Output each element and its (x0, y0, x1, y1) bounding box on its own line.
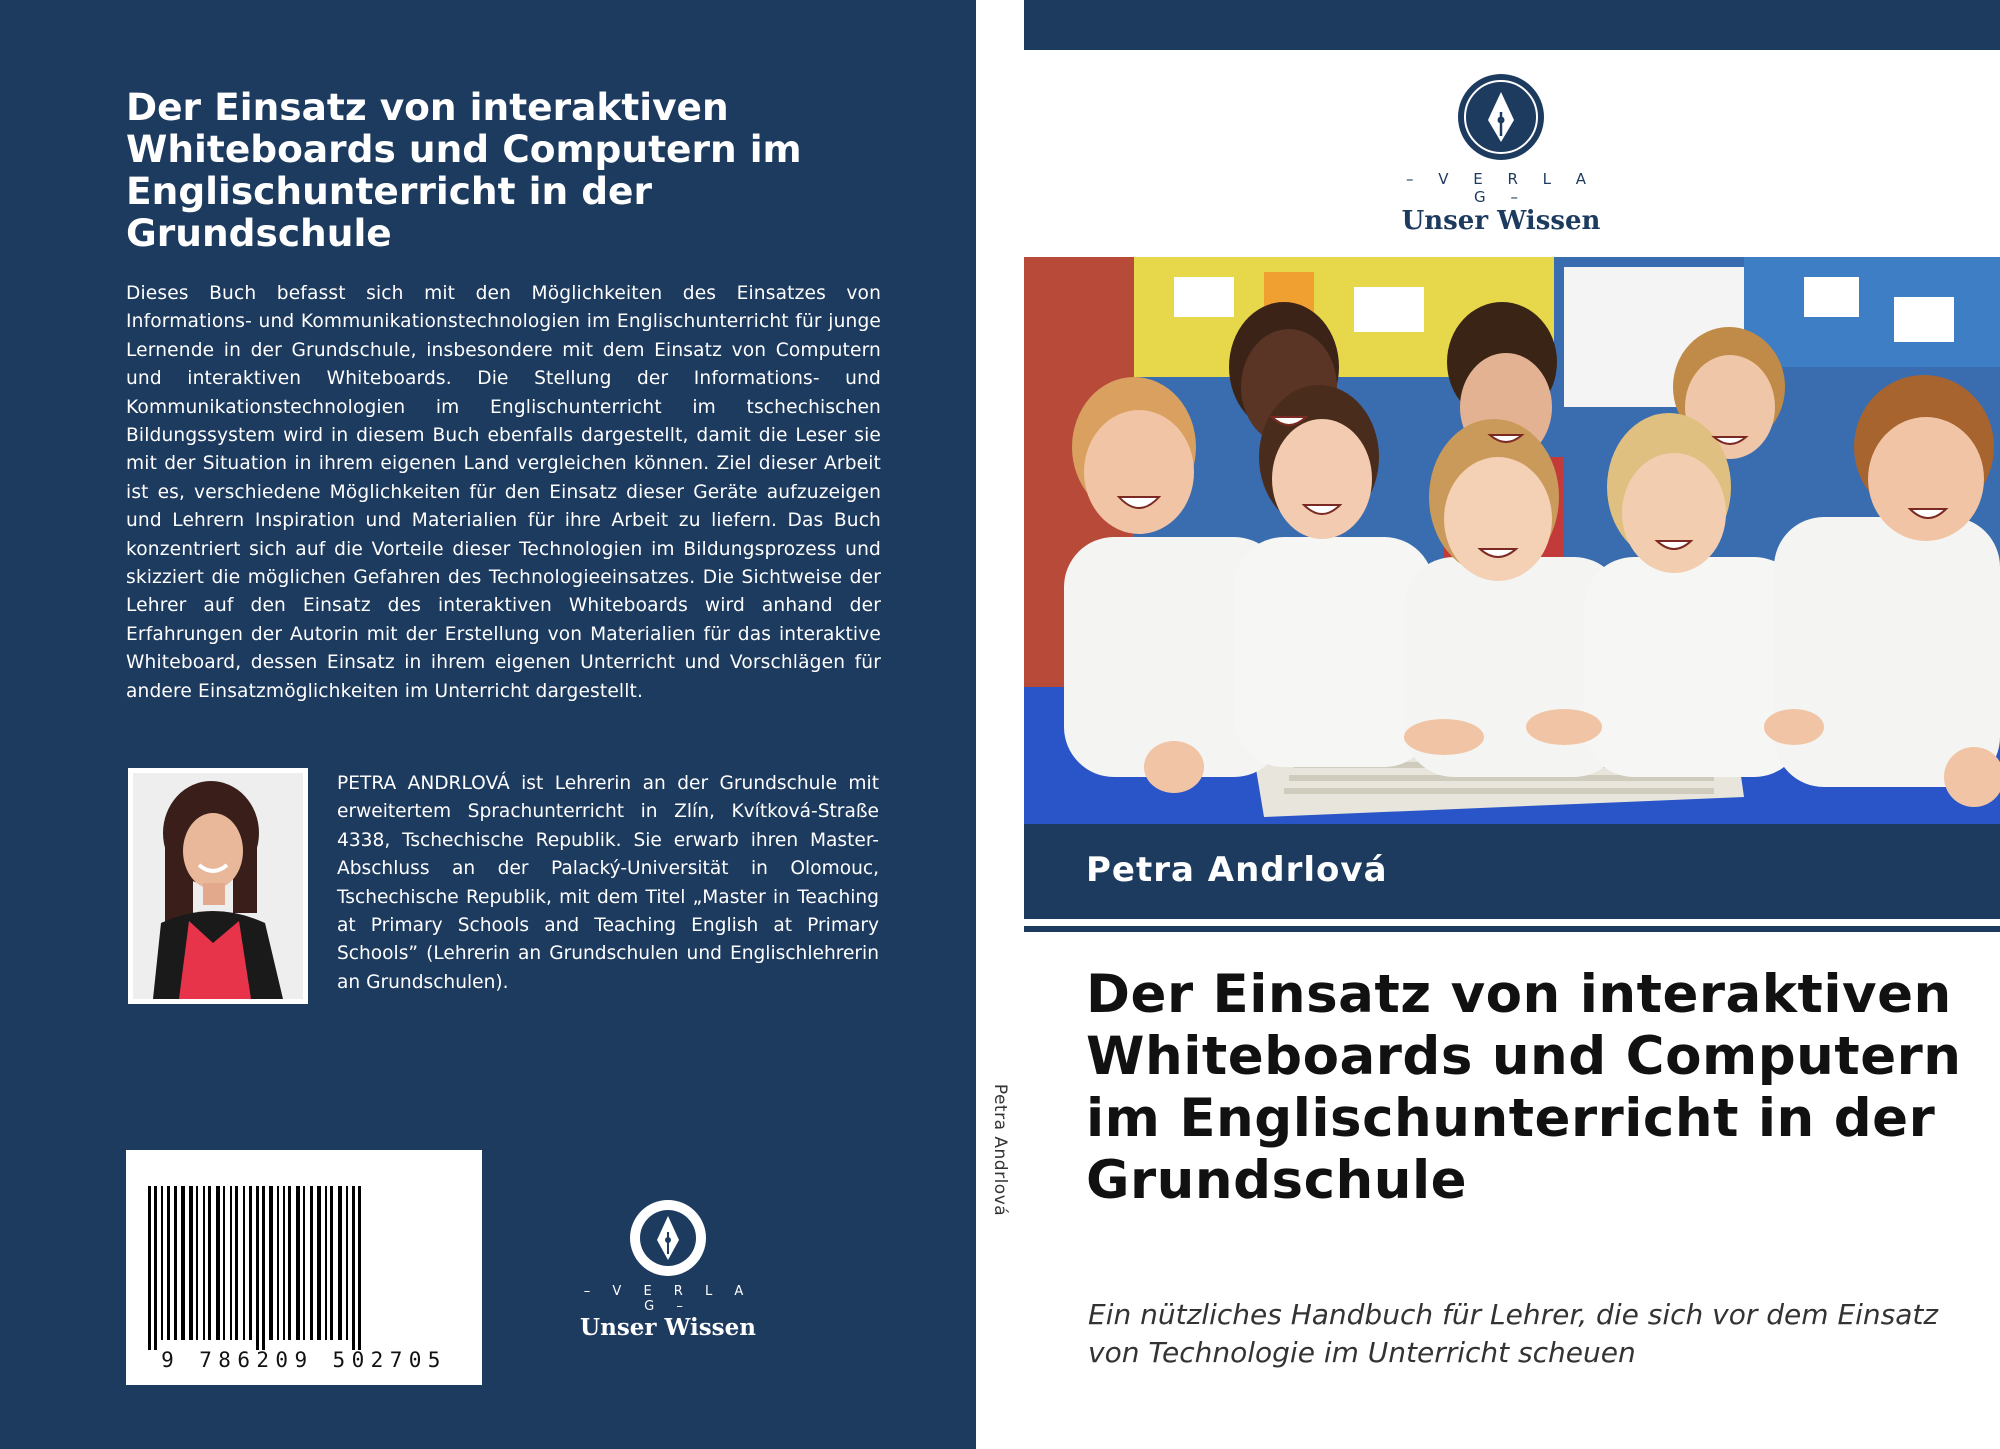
barcode-bar (154, 1186, 157, 1350)
barcode-bar (167, 1186, 170, 1340)
pen-nib-icon (628, 1198, 708, 1278)
isbn-digits: 9 786209 502705 (161, 1348, 447, 1372)
isbn-barcode (126, 1150, 482, 1385)
spine-author: Petra Andrlová (990, 1083, 1010, 1217)
back-cover-title: Der Einsatz von interaktiven Whiteboards und Computern im Englischunterricht in der Grundschule (126, 85, 802, 255)
front-publisher-logo (1396, 72, 1606, 236)
front-cover-subtitle: Ein nützliches Handbuch für Lehrer, die sich vor dem Einsatz von Technologie im Unterricht scheuen (1088, 1298, 1939, 1369)
barcode-bar (283, 1186, 285, 1340)
logo-verlag-text: – V E R L A G – (1405, 170, 1597, 206)
author-bio: PETRA ANDRLOVÁ ist Lehrerin an der Grundschule mit erweitertem Sprachunterricht in Zlín, Kvítková-Straße 4338, Tschechische Republik. Sie erwarb ihren Master-Abschluss an der Palacký-Universität in Olomouc, Tschechische Republik, mit dem Titel „Master in Teaching at Primary Schools and Teaching English at Primary Schools” (Lehrerin an Grundschulen und Englischlehrerin an Grundschulen). (337, 773, 879, 993)
barcode-bar (269, 1186, 273, 1340)
logo-name-text: Unser Wissen (580, 1314, 756, 1341)
back-publisher-logo (578, 1198, 758, 1341)
logo-verlag-text: – V E R L A G – (583, 1284, 753, 1314)
barcode-bar (196, 1186, 198, 1340)
barcode-bar (310, 1186, 313, 1340)
barcode-bar (330, 1186, 333, 1340)
barcode-bar (325, 1186, 327, 1340)
barcode-bar (148, 1186, 151, 1350)
barcode-bar (208, 1186, 211, 1340)
barcode-bar (230, 1186, 232, 1340)
divider (1024, 926, 2000, 932)
barcode-bar (216, 1186, 220, 1340)
back-cover-blurb: Dieses Buch befasst sich mit den Möglichkeiten des Einsatzes von Informations- und Kommunikationstechnologien im Englischunterricht für junge Lernende in der Grundschule, insbesondere mit dem Einsatz von Computern und interaktiven Whiteboards. Die Stellung der Informations- und Kommunikationstechnologien im Englischunterricht im tschechischen Bildungssystem wird in diesem Buch ebenfalls dargestellt, damit die Leser sie mit der Situation in ihrem eigenen Land vergleichen können. Ziel dieser Arbeit ist es, verschiedene Möglichkeiten für den Einsatz dieser Geräte aufzuzeigen und Lehrern Inspiration und Materialien für ihre Arbeit zu liefern. Das Buch konzentriert sich auf die Vorteile dieser Technologien im Bildungsprozess und skizziert die möglichen Gefahren des Technologieeinsatzes. Die Sichtweise der Lehrer auf den Einsatz des interaktiven Whiteboards wird anhand der Erfahrungen der Autorin mit der Erstellung von Materialien für das interaktive Whiteboard, dessen Einsatz in ihrem eigenen Unterricht und Vorschlägen für andere Einsatzmöglichkeiten im Unterricht dargestellt. (126, 283, 881, 702)
barcode-bar (288, 1186, 291, 1340)
barcode-bar (203, 1186, 205, 1340)
barcode-bar (223, 1186, 225, 1340)
barcode-bar (358, 1186, 361, 1350)
barcode-bar (256, 1186, 259, 1350)
barcode-bar (277, 1186, 279, 1340)
author-photo (128, 768, 308, 1004)
cover-photo-classroom (1024, 257, 2000, 824)
logo-name-text: Unser Wissen (1401, 206, 1601, 236)
back-cover (0, 0, 976, 1449)
front-top-bar (1024, 0, 2000, 50)
barcode-bar (161, 1186, 163, 1340)
author-band (1024, 824, 2000, 919)
front-cover-title: Der Einsatz von interaktiven Whiteboards und Computern im Englischunterricht in der Grundschule (1086, 964, 1962, 1211)
barcode-bar (235, 1186, 238, 1340)
barcode-bar (317, 1186, 321, 1340)
front-author-name: Petra Andrlová (1086, 850, 1388, 890)
barcode-bar (346, 1186, 348, 1340)
barcode-bar (296, 1186, 300, 1340)
barcode-bar (352, 1186, 355, 1350)
barcode-bar (189, 1186, 193, 1340)
barcode-bar (243, 1186, 245, 1340)
barcode-bar (338, 1186, 342, 1340)
barcode-bar (249, 1186, 252, 1340)
barcode-bar (181, 1186, 185, 1340)
pen-nib-icon (1456, 72, 1546, 162)
spine (976, 0, 1024, 1449)
barcode-bar (262, 1186, 265, 1350)
barcode-bar (303, 1186, 305, 1340)
barcode-bar (174, 1186, 177, 1340)
